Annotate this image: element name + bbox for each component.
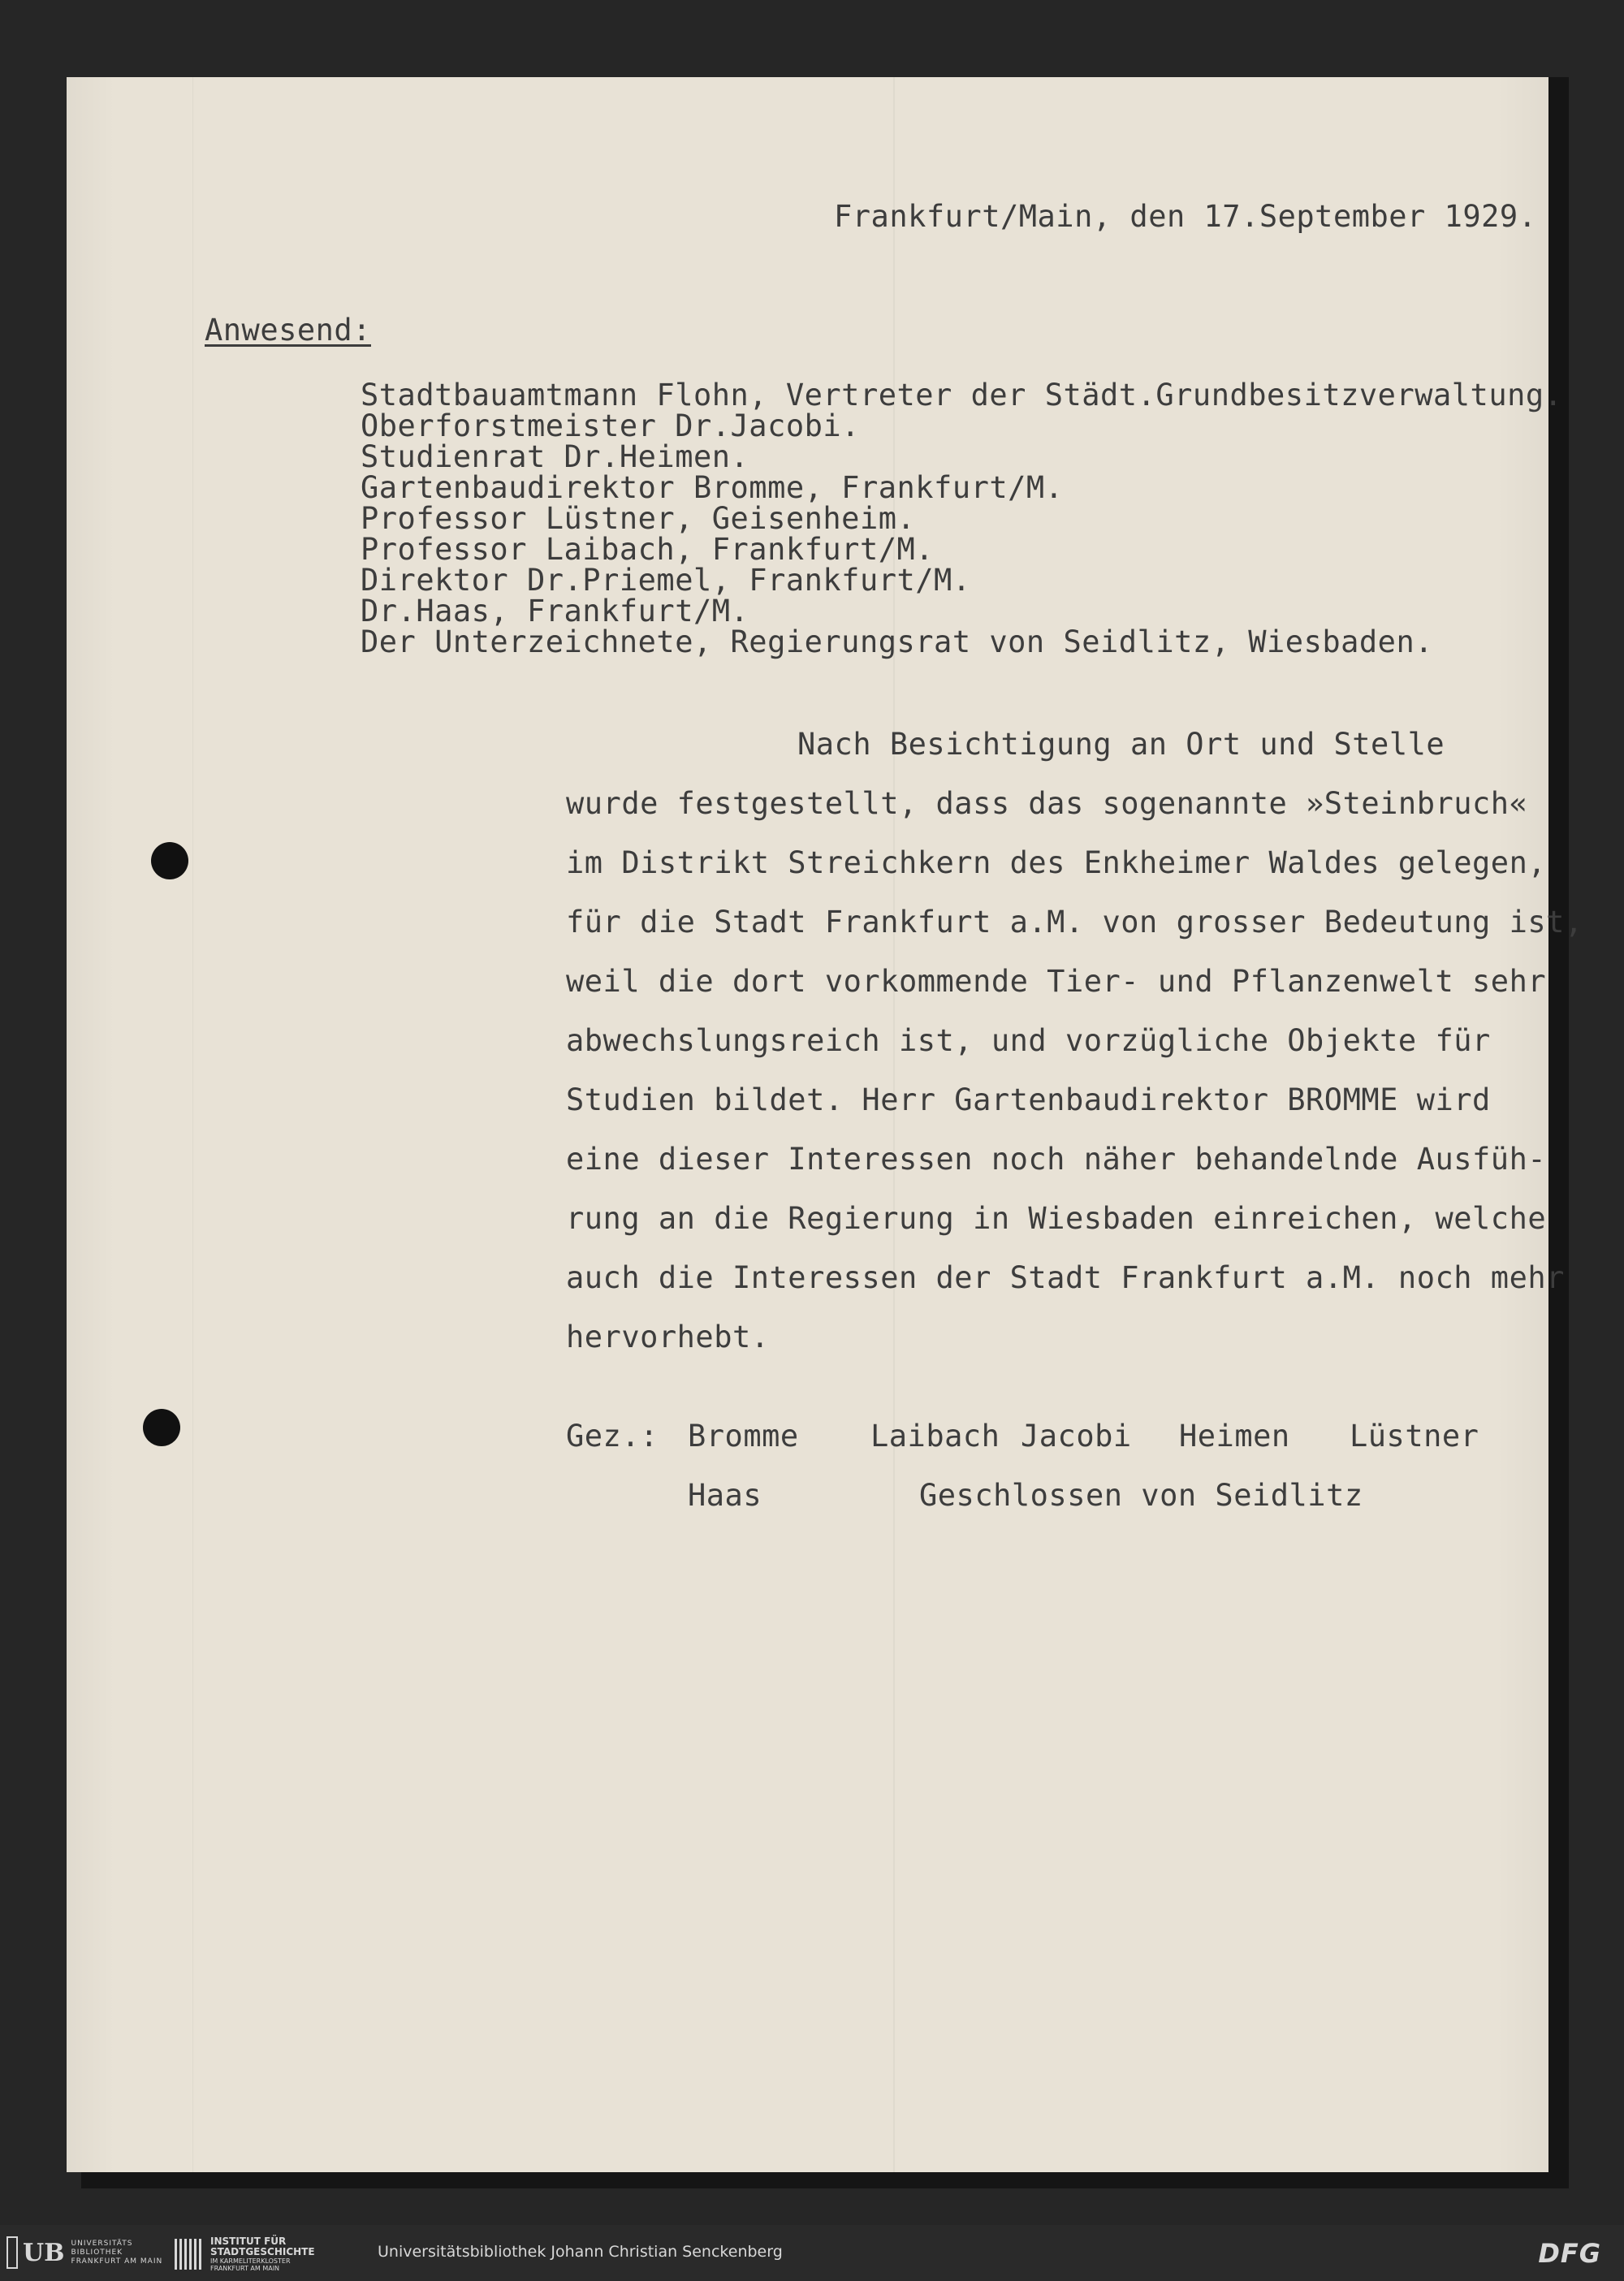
viewer-footer: [0, 2225, 1624, 2281]
ub-logo-line: FRANKFURT AM MAIN: [71, 2257, 163, 2266]
ub-logo-text: UB: [23, 2238, 65, 2267]
columns-icon: [175, 2239, 204, 2270]
paper-margin-line: [192, 77, 193, 2172]
signature-name: Lüstner: [1350, 1419, 1479, 1454]
ub-logo-line: UNIVERSITÄTS: [71, 2239, 133, 2248]
city-history-institute-logo: [175, 2236, 315, 2272]
body-line: auch die Interessen der Stadt Frankfurt a.M. noch mehr: [566, 1260, 1565, 1295]
body-line: Nach Besichtigung an Ort und Stelle: [797, 727, 1445, 762]
footer-caption: Universitätsbibliothek Johann Christian Senckenberg: [378, 2243, 783, 2261]
signature-name: Laibach: [870, 1419, 1000, 1454]
attendee-line: Professor Laibach, Frankfurt/M.: [361, 532, 935, 567]
attendee-line: Professor Lüstner, Geisenheim.: [361, 501, 916, 536]
punch-hole-icon: [143, 1409, 180, 1446]
attendee-line: Oberforstmeister Dr.Jacobi.: [361, 408, 860, 443]
attendee-line: Direktor Dr.Priemel, Frankfurt/M.: [361, 563, 971, 598]
body-line: hervorhebt.: [566, 1320, 770, 1354]
library-mark-icon: [6, 2236, 18, 2269]
signature-name: Bromme: [688, 1419, 799, 1454]
dfg-logo: DFG: [1538, 2238, 1601, 2269]
isg-logo-line: INSTITUT FÜR: [210, 2236, 287, 2247]
signature-name: Haas: [688, 1478, 762, 1513]
dateline: Frankfurt/Main, den 17.September 1929.: [834, 199, 1537, 234]
body-line: im Distrikt Streichkern des Enkheimer Waldes gelegen,: [566, 845, 1547, 880]
body-line: eine dieser Interessen noch näher behandelnde Ausfüh-: [566, 1142, 1547, 1177]
signature-name: Jacobi: [1021, 1419, 1132, 1454]
isg-logo-line: FRANKFURT AM MAIN: [210, 2265, 280, 2272]
body-line: rung an die Regierung in Wiesbaden einreichen, welche: [566, 1201, 1547, 1236]
attendee-line: Der Unterzeichnete, Regierungsrat von Seidlitz, Wiesbaden.: [361, 624, 1434, 659]
body-line: abwechslungsreich ist, und vorzügliche Objekte für: [566, 1023, 1491, 1058]
body-line: Studien bildet. Herr Gartenbaudirektor BROMME wird: [566, 1082, 1491, 1117]
attendee-line: Stadtbauamtmann Flohn, Vertreter der Städt.Grundbesitzverwaltung.: [361, 378, 1563, 413]
attendee-line: Dr.Haas, Frankfurt/M.: [361, 594, 749, 629]
isg-logo-line: IM KARMELITERKLOSTER: [210, 2257, 291, 2265]
ub-logo-line: BIBLIOTHEK: [71, 2248, 123, 2257]
body-line: weil die dort vorkommende Tier- und Pflanzenwelt sehr: [566, 964, 1547, 999]
body-line: wurde festgestellt, dass das sogenannte »Steinbruch«: [566, 786, 1528, 821]
document-sheet: [67, 77, 1583, 2172]
attendee-line: Studienrat Dr.Heimen.: [361, 439, 749, 474]
punch-hole-icon: [151, 842, 188, 879]
university-library-logo: [6, 2235, 162, 2270]
signature-name: Heimen: [1179, 1419, 1290, 1454]
attendee-line: Gartenbaudirektor Bromme, Frankfurt/M.: [361, 470, 1064, 505]
signature-name: Geschlossen von Seidlitz: [919, 1478, 1363, 1513]
isg-logo-line: STADTGESCHICHTE: [210, 2246, 315, 2257]
signature-label: Gez.:: [566, 1419, 659, 1454]
body-line: für die Stadt Frankfurt a.M. von grosser Bedeutung ist,: [566, 905, 1583, 940]
present-heading: Anwesend:: [205, 313, 371, 348]
